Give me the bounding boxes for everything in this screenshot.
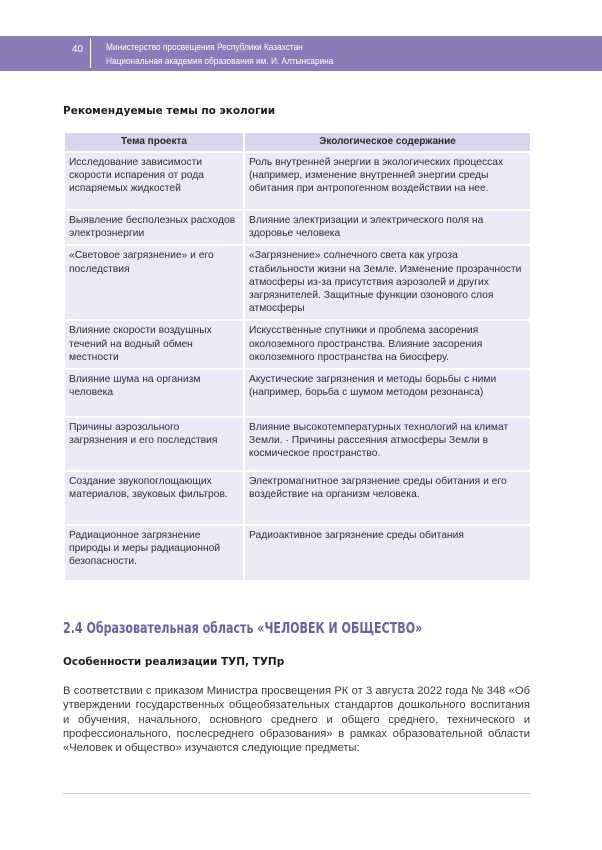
table-row (64, 369, 531, 417)
topic-cell: Радиационное загрязнение природы и меры радиационной безопасности. (64, 525, 244, 581)
content-cell: Радиоактивное загрязнение среды обитания (244, 525, 531, 581)
topic-cell: Создание звукопоглощающих материалов, звуковых фильтров. (64, 471, 244, 525)
topic-cell: Причины аэрозольного загрязнения и его последствия (64, 417, 244, 471)
subsection-title: Особенности реализации ТУП, ТУПр (63, 656, 285, 668)
topic-cell: Влияние скорости воздушных течений на водный обмен местности (64, 320, 244, 369)
page-number: 40 (72, 44, 84, 55)
bottom-divider (63, 793, 530, 794)
table-row (64, 320, 531, 369)
table-row (64, 471, 531, 525)
table-row (64, 210, 531, 245)
topic-cell: «Световое загрязнение» и его последствия (64, 245, 244, 320)
area-title: 2.4 Образовательная область «ЧЕЛОВЕК И ОБЩЕСТВО» (63, 619, 423, 637)
table-row (64, 152, 531, 210)
header-divider (90, 38, 91, 68)
content-cell: Влияние высокотемпературных технологий на климат Земли. · Причины рассеяния атмосферы Земли в космическое пространство. (244, 417, 531, 471)
column-header-topic: Тема проекта (64, 132, 244, 152)
column-header-content: Экологическое содержание (244, 132, 531, 152)
table-row (64, 417, 531, 471)
content-cell: Искусственные спутники и проблема засорения околоземного пространства. Влияние засорения околоземного пространства на биосферу. (244, 320, 531, 369)
table-row (64, 525, 531, 581)
topic-cell: Влияние шума на организм человека (64, 369, 244, 417)
header-academy: Национальная академия образования им. И. Алтынсарина (106, 56, 334, 66)
table-header-row (64, 132, 531, 152)
topic-cell: Исследование зависимости скорости испарения от рода испаряемых жидкостей (64, 152, 244, 210)
content-cell: Акустические загрязнения и методы борьбы с ними (например, борьба с шумом методом резонанса) (244, 369, 531, 417)
content-cell: Влияние электризации и электрического поля на здоровье человека (244, 210, 531, 245)
section-title: Рекомендуемые темы по экологии (63, 105, 276, 117)
content-cell: Электромагнитное загрязнение среды обитания и его воздействие на организм человека. (244, 471, 531, 525)
ecology-topics-table (63, 131, 532, 582)
body-paragraph: В соответствии с приказом Министра просвещения РК от 3 августа 2022 года № 348 «Об утверждении государственных общеобязательных стандартов дошкольного воспитания и обучения, начального, основного среднего и общего среднего, технического и профессионального, послесреднего образования» в рамках образовательной области «Человек и общество» изучаются следующие предметы: (63, 685, 530, 755)
header-ministry: Министерство просвещения Республики Казахстан (106, 42, 303, 52)
topic-cell: Выявление бесполезных расходов электроэнергии (64, 210, 244, 245)
table-row (64, 245, 531, 320)
content-cell: «Загрязнение» солнечного света как угроза стабильности жизни на Земле. Изменение прозрачности атмосферы из-за присутствия аэрозолей и других загрязнителей. Защитные функции озонового слоя атмосферы (244, 245, 531, 320)
content-cell: Роль внутренней энергии в экологических процессах (например, изменение внутренней энергии среды обитания при антропогенном воздействии на нее. (244, 152, 531, 210)
